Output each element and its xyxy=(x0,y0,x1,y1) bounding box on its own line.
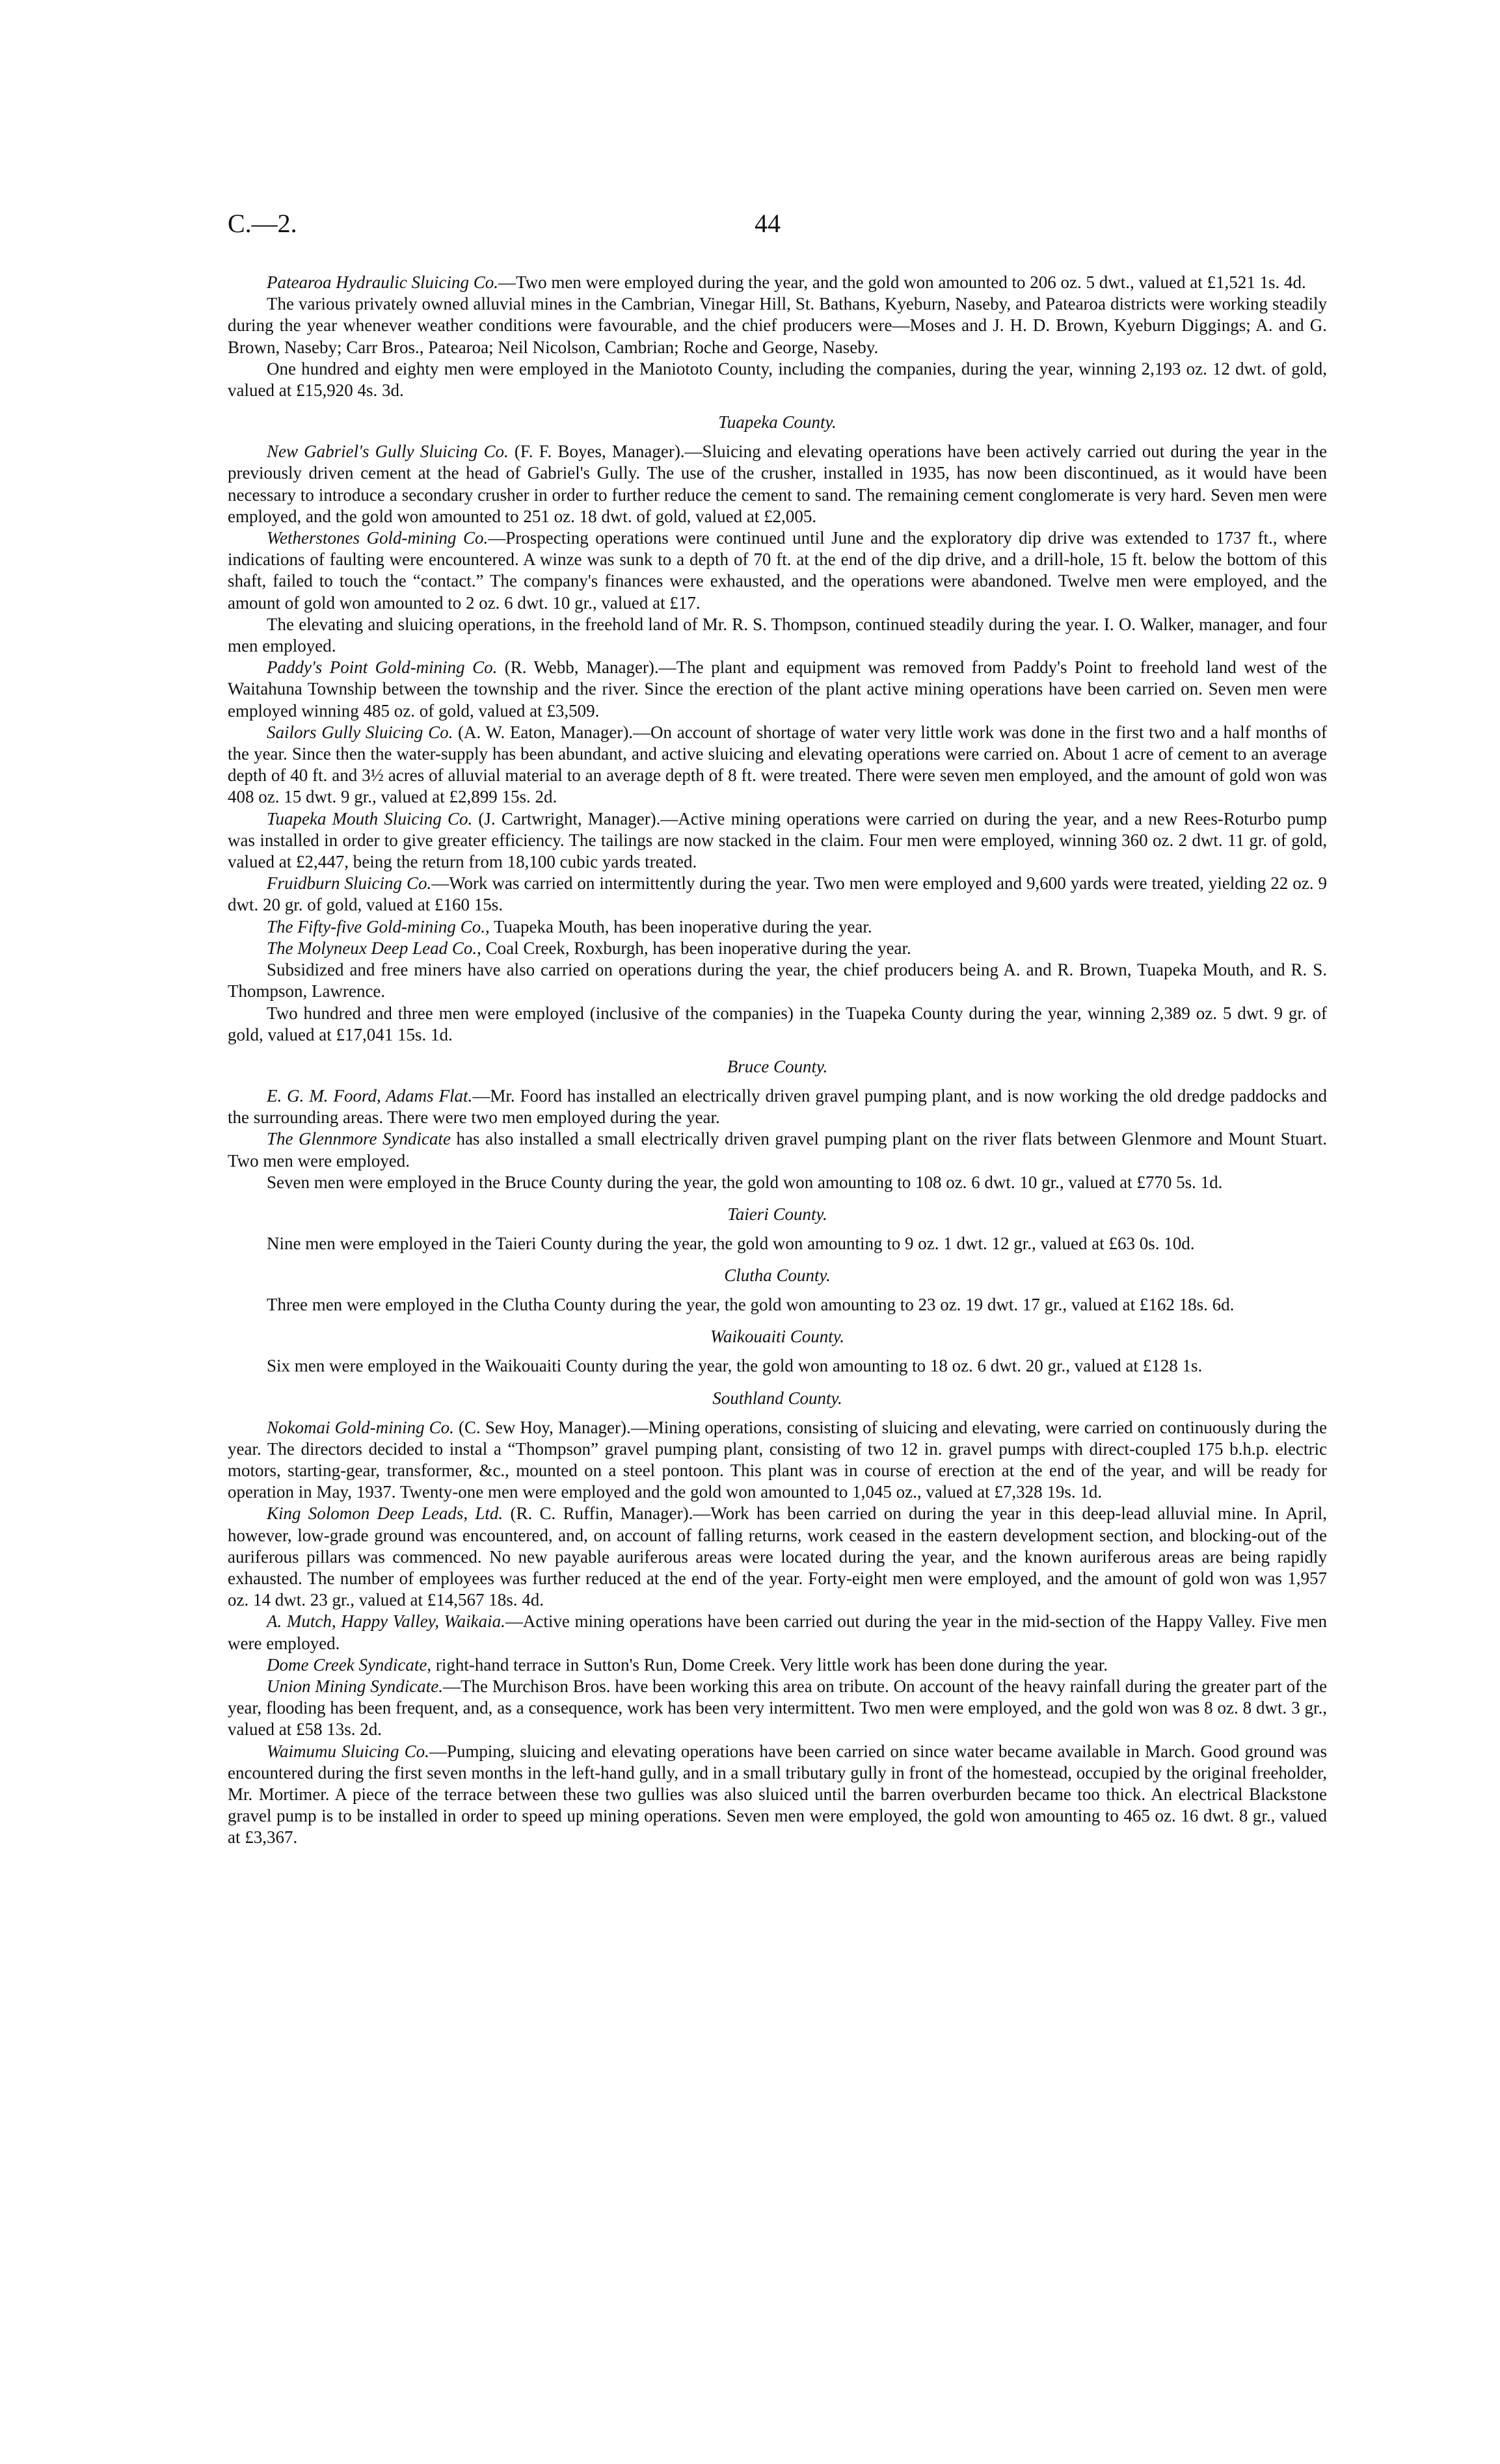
county-heading: Tuapeka County. xyxy=(718,412,837,432)
entity-name: Patearoa Hydraulic Sluicing Co. xyxy=(267,272,498,292)
entity-name: Paddy's Point Gold-mining Co. xyxy=(267,657,498,678)
paragraph xyxy=(228,1172,1327,1193)
paragraph xyxy=(228,527,1327,614)
entity-name: The Fifty-five Gold-mining Co. xyxy=(267,916,485,936)
entity-name: Union Mining Syndicate. xyxy=(267,1676,443,1696)
paragraph xyxy=(228,959,1327,1002)
paragraph-text: The various privately owned alluvial mines in the Cambrian, Vinegar Hill, St. Bathans, Kyeburn, Naseby, and Patearoa districts were working steadily during the year whenever weather conditions were favourable, and the chief producers were—Moses and J. H. D. Brown, Kyeburn Diggings; A. and G. Brown, Naseby; Carr Bros., Patearoa; Neil Nicolson, Cambrian; Roche and George, Naseby. xyxy=(228,294,1327,357)
paragraph xyxy=(228,1355,1327,1377)
paragraph-text: , right-hand terrace in Sutton's Run, Dome Creek. Very little work has been done during the year. xyxy=(427,1654,1108,1675)
entity-name: Waimumu Sluicing Co. xyxy=(267,1741,429,1761)
paragraph-text: —Pumping, sluicing and elevating operations have been carried on since water became available in March. Good ground was encountered during the first seven months in the left-hand gully, and in a small tributary gully in front of the homestead, occupied by the original freeholder, Mr. Mortimer. A piece of the terrace between these two gullies was also sluiced until the barren overburden became too thick. An electrical Blackstone gravel pump is to be installed in order to speed up mining operations. Seven men were employed, the gold won amounting to 465 oz. 16 dwt. 8 gr., valued at £3,367. xyxy=(228,1741,1327,1848)
paragraph xyxy=(228,1611,1327,1654)
entity-name: The Molyneux Deep Lead Co. xyxy=(267,938,477,958)
paragraph-text: (C. Sew Hoy, Manager).—Mining operations, consisting of sluicing and elevating, were carried on continuously during the year. The directors decided to instal a “Thompson” gravel pumping plant, consisting of two 12 in. gravel pumps with direct-coupled 175 b.h.p. electric motors, starting-gear, transformer, &c., mounted on a steel pontoon. This plant was in course of erection at the end of the year, and will be ready for operation in May, 1937. Twenty-one men were employed and the gold won amounted to 1,045 oz., valued at £7,328 19s. 1d. xyxy=(228,1417,1327,1502)
paragraph-text: —Active mining operations have been carried out during the year in the mid-section of the Happy Valley. Five men were employed. xyxy=(228,1611,1327,1653)
entity-name: Wetherstones Gold-mining Co. xyxy=(267,528,489,548)
paragraph-text: has also installed a small electrically driven gravel pumping plant on the river flats between Glenmore and Mount Stuart. Two men were employed. xyxy=(228,1129,1327,1171)
entity-name: Sailors Gully Sluicing Co. xyxy=(267,722,453,742)
paragraph xyxy=(228,293,1327,358)
paragraph-text: Nine men were employed in the Taieri County during the year, the gold won amounting to 9 oz. 1 dwt. 12 gr., valued at £63 0s. 10d. xyxy=(267,1233,1195,1253)
paragraph-text: (J. Cartwright, Manager).—Active mining operations were carried on during the year, and a new Rees-Roturbo pump was installed in order to give greater efficiency. The tailings are now stacked in the claim. Four men were employed, winning 360 oz. 2 dwt. 11 gr. of gold, valued at £2,447, being the return from 18,100 cubic yards treated. xyxy=(228,808,1327,872)
paragraph xyxy=(228,272,1327,293)
paragraph-text: —Two men were employed during the year, and the gold won amounted to 206 oz. 5 dwt., valued at £1,521 1s. 4d. xyxy=(498,272,1306,292)
paragraph xyxy=(228,1741,1327,1849)
paragraph xyxy=(228,938,1327,959)
entity-name: E. G. M. Foord, Adams Flat. xyxy=(267,1085,473,1106)
report-code: C.—2. xyxy=(228,209,297,238)
paragraph-text: Subsidized and free miners have also carried on operations during the year, the chief producers being A. and R. Brown, Tuapeka Mouth, and R. S. Thompson, Lawrence. xyxy=(228,960,1327,1001)
paragraph-text: (R. Webb, Manager).—The plant and equipment was removed from Paddy's Point to freehold land west of the Waitahuna Township between the township and the river. Since the erection of the plant active mining operations have been carried on. Seven men were employed winning 485 oz. of gold, valued at £3,509. xyxy=(228,657,1327,721)
paragraph-text: (R. C. Ruffin, Manager).—Work has been carried on during the year in this deep-lead alluvial mine. In April, however, low-grade ground was encountered, and, on account of falling returns, work ceased in the eastern development section, and blocking-out of the auriferous pillars was commenced. No new payable auriferous areas were located during the year, and the known auriferous areas are being rapidly exhausted. The number of employees was further reduced at the end of the year. Forty-eight men were employed, and the amount of gold won was 1,957 oz. 14 dwt. 23 gr., valued at £14,567 18s. 4d. xyxy=(228,1504,1327,1610)
county-heading: Clutha County. xyxy=(724,1265,831,1286)
paragraph-text: —Work was carried on intermittently during the year. Two men were employed and 9,600 yards were treated, yielding 22 oz. 9 dwt. 20 gr. of gold, valued at £160 15s. xyxy=(228,873,1327,915)
paragraph xyxy=(228,873,1327,916)
paragraph-text: Two hundred and three men were employed (inclusive of the companies) in the Tuapeka County during the year, winning 2,389 oz. 5 dwt. 9 gr. of gold, valued at £17,041 15s. 1d. xyxy=(228,1003,1327,1044)
county-heading: Taieri County. xyxy=(727,1204,827,1224)
paragraph xyxy=(228,1417,1327,1504)
paragraph-text: (A. W. Eaton, Manager).—On account of shortage of water very little work was done in the first two and a half months of the year. Since then the water-supply has been abundant, and active sluicing and elevating operations were carried on. About 1 acre of cement to an average depth of 40 ft. and 3½ acres of alluvial material to an average depth of 8 ft. were treated. There were seven men employed, and the amount of gold won was 408 oz. 15 dwt. 9 gr., valued at £2,899 15s. 2d. xyxy=(228,722,1327,807)
paragraph-text: —Mr. Foord has installed an electrically driven gravel pumping plant, and is now working the old dredge paddocks and the surrounding areas. There were two men employed during the year. xyxy=(228,1085,1327,1128)
paragraph xyxy=(228,1676,1327,1741)
entity-name: Fruidburn Sluicing Co. xyxy=(267,873,432,894)
county-heading: Southland County. xyxy=(712,1388,842,1408)
entity-name: King Solomon Deep Leads, Ltd. xyxy=(267,1504,503,1524)
report-body xyxy=(228,272,1327,1849)
entity-name: The Glennmore Syndicate xyxy=(267,1129,451,1149)
paragraph xyxy=(228,1503,1327,1611)
county-heading: Bruce County. xyxy=(727,1056,828,1076)
paragraph xyxy=(228,657,1327,722)
paragraph-text: (F. F. Boyes, Manager).—Sluicing and elevating operations have been actively carried out during the year in the previously driven cement at the head of Gabriel's Gully. The use of the crusher, installed in 1935, has now been discontinued, as it would have been necessary to introduce a secondary crusher in order to further reduce the cement to sand. The remaining cement conglomerate is very hard. Seven men were employed, and the gold won amounted to 251 oz. 18 dwt. of gold, valued at £2,005. xyxy=(228,442,1327,526)
paragraph xyxy=(228,614,1327,657)
paragraph-text: —Prospecting operations were continued until June and the exploratory dip drive was extended to 1737 ft., where indications of faulting were encountered. A winze was sunk to a depth of 70 ft. at the end of the dip drive, and a drill-hole, 15 ft. below the bottom of this shaft, failed to touch the “contact.” The company's finances were exhausted, and the operations were abandoned. Twelve men were employed, and the amount of gold won amounted to 2 oz. 6 dwt. 10 gr., valued at £17. xyxy=(228,528,1327,613)
entity-name: Tuapeka Mouth Sluicing Co. xyxy=(267,808,473,828)
paragraph xyxy=(228,1294,1327,1316)
paragraph-text: One hundred and eighty men were employed in the Maniototo County, including the companies, during the year, winning 2,193 oz. 12 dwt. of gold, valued at £15,920 4s. 3d. xyxy=(228,358,1327,401)
county-heading: Waikouaiti County. xyxy=(710,1327,844,1347)
entity-name: Nokomai Gold-mining Co. xyxy=(267,1417,454,1437)
paragraph-text: —The Murchison Bros. have been working this area on tribute. On account of the heavy rainfall during the greater part of the year, flooding has been frequent, and, as a consequence, work has been very intermittent. Two men were employed, and the gold won was 8 oz. 8 dwt. 3 gr., valued at £58 13s. 2d. xyxy=(228,1676,1327,1740)
page-number: 44 xyxy=(755,209,781,238)
paragraph xyxy=(228,358,1327,401)
paragraph-text: Seven men were employed in the Bruce County during the year, the gold won amounting to 108 oz. 6 dwt. 10 gr., valued at £770 5s. 1d. xyxy=(267,1172,1223,1192)
paragraph-text: , Tuapeka Mouth, has been inoperative during the year. xyxy=(485,916,872,936)
paragraph-text: Six men were employed in the Waikouaiti County during the year, the gold won amounting to 18 oz. 6 dwt. 20 gr., valued at £128 1s. xyxy=(267,1356,1203,1376)
paragraph xyxy=(228,441,1327,527)
paragraph xyxy=(228,722,1327,808)
entity-name: New Gabriel's Gully Sluicing Co. xyxy=(267,442,509,462)
paragraph xyxy=(228,916,1327,938)
paragraph xyxy=(228,1654,1327,1676)
paragraph-text: The elevating and sluicing operations, in the freehold land of Mr. R. S. Thompson, continued steadily during the year. I. O. Walker, manager, and four men employed. xyxy=(228,614,1327,656)
paragraph-text: Three men were employed in the Clutha County during the year, the gold won amounting to 23 oz. 19 dwt. 17 gr., valued at £162 18s. 6d. xyxy=(267,1295,1235,1315)
paragraph xyxy=(228,1128,1327,1171)
paragraph xyxy=(228,808,1327,873)
paragraph xyxy=(228,1085,1327,1128)
entity-name: Dome Creek Syndicate xyxy=(267,1654,427,1675)
paragraph-text: , Coal Creek, Roxburgh, has been inoperative during the year. xyxy=(477,938,911,958)
entity-name: A. Mutch, Happy Valley, Waikaia. xyxy=(267,1611,505,1632)
paragraph xyxy=(228,1233,1327,1254)
paragraph xyxy=(228,1003,1327,1046)
page-header xyxy=(228,208,1333,247)
